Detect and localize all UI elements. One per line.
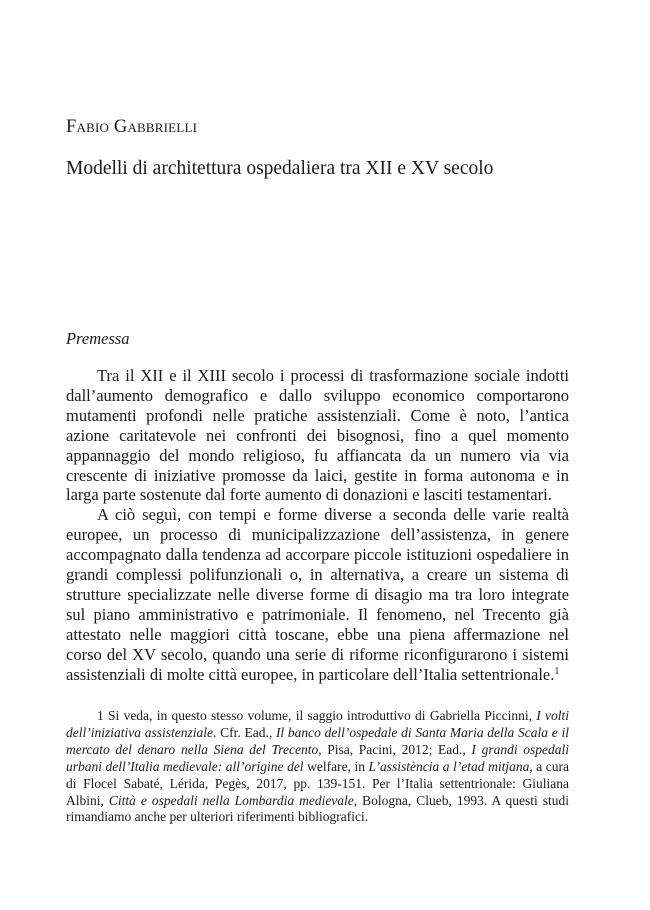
- footnote-segment-italic: Il banco dell’ospedale di Santa Maria della Scala e il mercato del denaro nella Siena del Trecento: [66, 724, 569, 757]
- footnote-segment: welfare, in: [303, 758, 369, 774]
- body-paragraph: [66, 505, 569, 684]
- footnote-text: [66, 708, 569, 824]
- footnote-segment: , a cura di Flocel Sabaté, Lérida, Pegès, 2017, pp. 139-151. Per l’Italia settentrionale: Giuliana Albini,: [66, 758, 569, 808]
- footnote-segment-italic: I grandi ospedali urbani dell’Italia medievale: all’origine del: [66, 741, 569, 774]
- paragraph-text: A ciò seguì, con tempi e forme diverse a seconda delle varie realtà europee, un processo di municipalizzazione dell’assistenza, in genere accompagnato dalla tendenza ad accorpare piccole istituzioni ospedaliere in grandi complessi polifunzionali o, in alternativa, a creare un sistema di strutture specializzate nelle diverse forme di disagio ma tra loro integrate sul piano amministrativo e patrimoniale. Il fenomeno, nel Trecento già attestato nelle maggiori città toscane, ebbe una piena affermazione nel corso del XV secolo, quando una serie di riforme riconfigurarono i sistemi assistenziali di molte città europee, in particolare dell’Italia settentrionale.: [66, 505, 569, 684]
- footnote-segment: , Pisa, Pacini, 2012; Ead.,: [318, 741, 472, 757]
- author-name: Fabio Gabbrielli: [66, 117, 198, 137]
- footnote-segment-italic: Città e ospedali nella Lombardia medievale: [108, 792, 354, 808]
- footnote-number: 1: [97, 708, 104, 723]
- body-text: [66, 366, 569, 685]
- paragraph-text: Tra il XII e il XIII secolo i processi di trasformazione sociale indotti dall’aumento demografico e dallo sviluppo economico comportarono mutamenti profondi nelle pratiche assistenziali. Come è noto, l’antica azione caritatevole nei confronti dei bisognosi, fino a quel momento appannaggio del mondo religioso, fu affiancata da un numero via via crescente di iniziative promosse da laici, gestite in forma autonoma e in larga parte sostenute dal forte aumento di donazioni e lasciti testamentari.: [66, 366, 569, 505]
- footnote-segment-italic: I volti dell’iniziativa assistenziale: [66, 708, 570, 740]
- footnote-segment: . Cfr. Ead.,: [212, 724, 276, 740]
- chapter-title: Modelli di architettura ospedaliera tra XII e XV secolo: [66, 158, 494, 179]
- section-heading: Premessa: [66, 329, 130, 348]
- footnote-segment: Si veda, in questo stesso volume, il saggio introduttivo di Gabriella Piccinni,: [108, 708, 537, 723]
- footnote-segment: , Bologna, Clueb, 1993. A questi studi rimandiamo anche per ulteriori riferimenti bibliografici.: [66, 792, 569, 825]
- body-paragraph: [66, 366, 569, 505]
- footnote-segment-italic: L’assistència a l’etad mitjana: [368, 758, 530, 774]
- footnote: [66, 708, 569, 826]
- footnote-reference[interactable]: 1: [554, 665, 560, 677]
